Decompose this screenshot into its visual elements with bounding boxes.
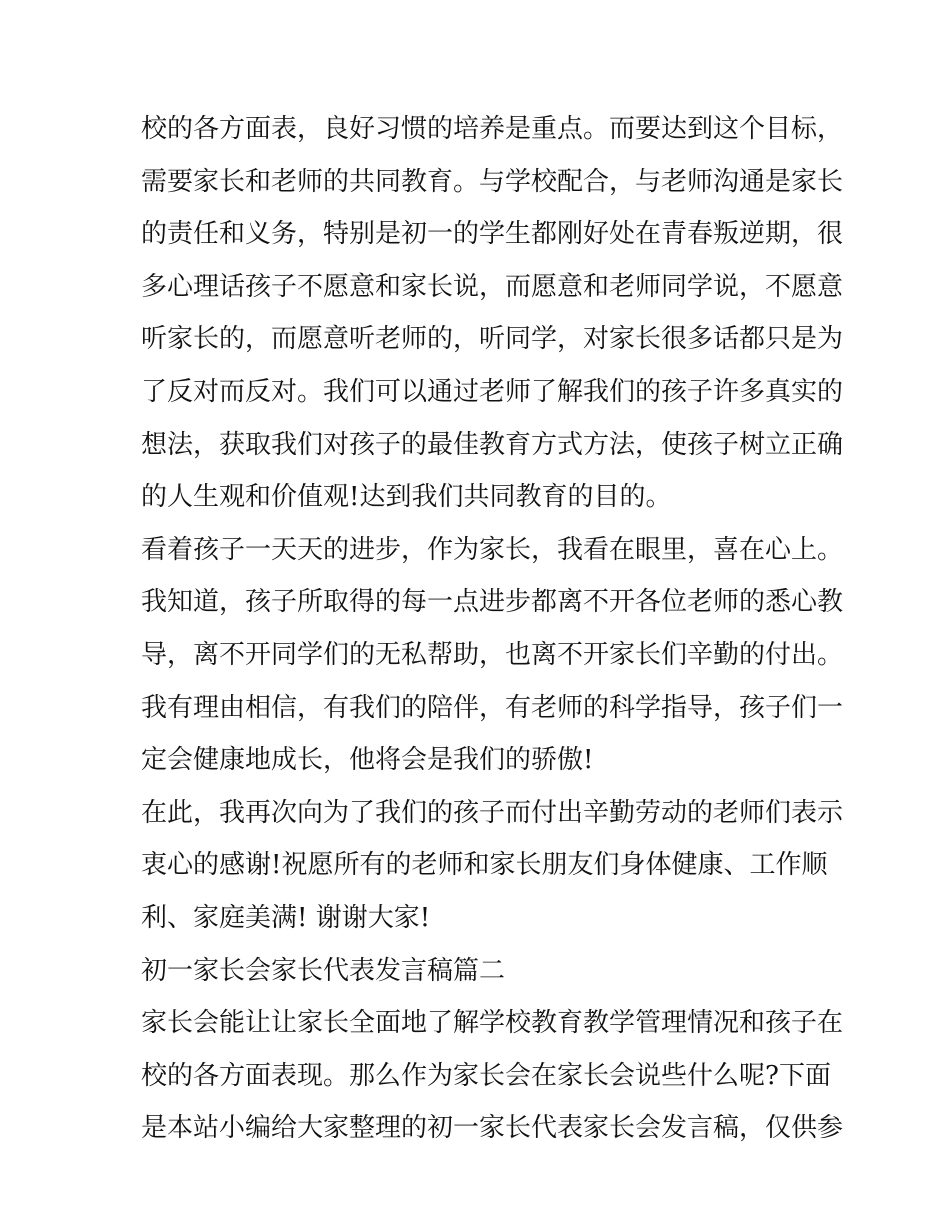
text-line: 在此，我再次向为了我们的孩子而付出辛勤劳动的老师们表示 bbox=[141, 797, 844, 828]
text-line: 的责任和义务，特别是初一的学生都刚好处在青春叛逆期，很 bbox=[141, 219, 844, 250]
text-line: 我有理由相信，有我们的陪伴，有老师的科学指导，孩子们一 bbox=[141, 692, 844, 723]
text-line: 利、家庭美满! 谢谢大家! bbox=[141, 902, 431, 933]
text-line: 多心理话孩子不愿意和家长说，而愿意和老师同学说，不愿意 bbox=[141, 271, 844, 302]
text-line: 需要家长和老师的共同教育。与学校配合，与老师沟通是家长 bbox=[141, 166, 844, 197]
text-line: 的人生观和价值观!达到我们共同教育的目的。 bbox=[141, 482, 672, 513]
text-line: 了反对而反对。我们可以通过老师了解我们的孩子许多真实的 bbox=[141, 376, 844, 407]
text-line: 家长会能让让家长全面地了解学校教育教学管理情况和孩子在 bbox=[141, 1008, 844, 1039]
text-line: 我知道，孩子所取得的每一点进步都离不开各位老师的悉心教 bbox=[141, 587, 844, 618]
text-line: 听家长的，而愿意听老师的，听同学，对家长很多话都只是为 bbox=[141, 324, 844, 355]
text-line: 导，离不开同学们的无私帮助，也离不开家长们辛勤的付出。 bbox=[141, 639, 844, 670]
text-line: 看着孩子一天天的进步，作为家长，我看在眼里，喜在心上。 bbox=[141, 534, 844, 565]
document-body bbox=[141, 103, 844, 1155]
section-heading: 初一家长会家长代表发言稿篇二 bbox=[141, 955, 506, 986]
text-line: 想法，获取我们对孩子的最佳教育方式方法，使孩子树立正确 bbox=[141, 429, 844, 460]
text-line: 定会健康地成长，他将会是我们的骄傲! bbox=[141, 745, 594, 776]
text-line: 衷心的感谢!祝愿所有的老师和家长朋友们身体健康、工作顺 bbox=[141, 850, 828, 881]
text-line: 是本站小编给大家整理的初一家长代表家长会发言稿，仅供参 bbox=[141, 1113, 844, 1144]
text-line: 校的各方面表现。那么作为家长会在家长会说些什么呢?下面 bbox=[141, 1060, 831, 1091]
text-line: 校的各方面表，良好习惯的培养是重点。而要达到这个目标， bbox=[141, 114, 844, 144]
